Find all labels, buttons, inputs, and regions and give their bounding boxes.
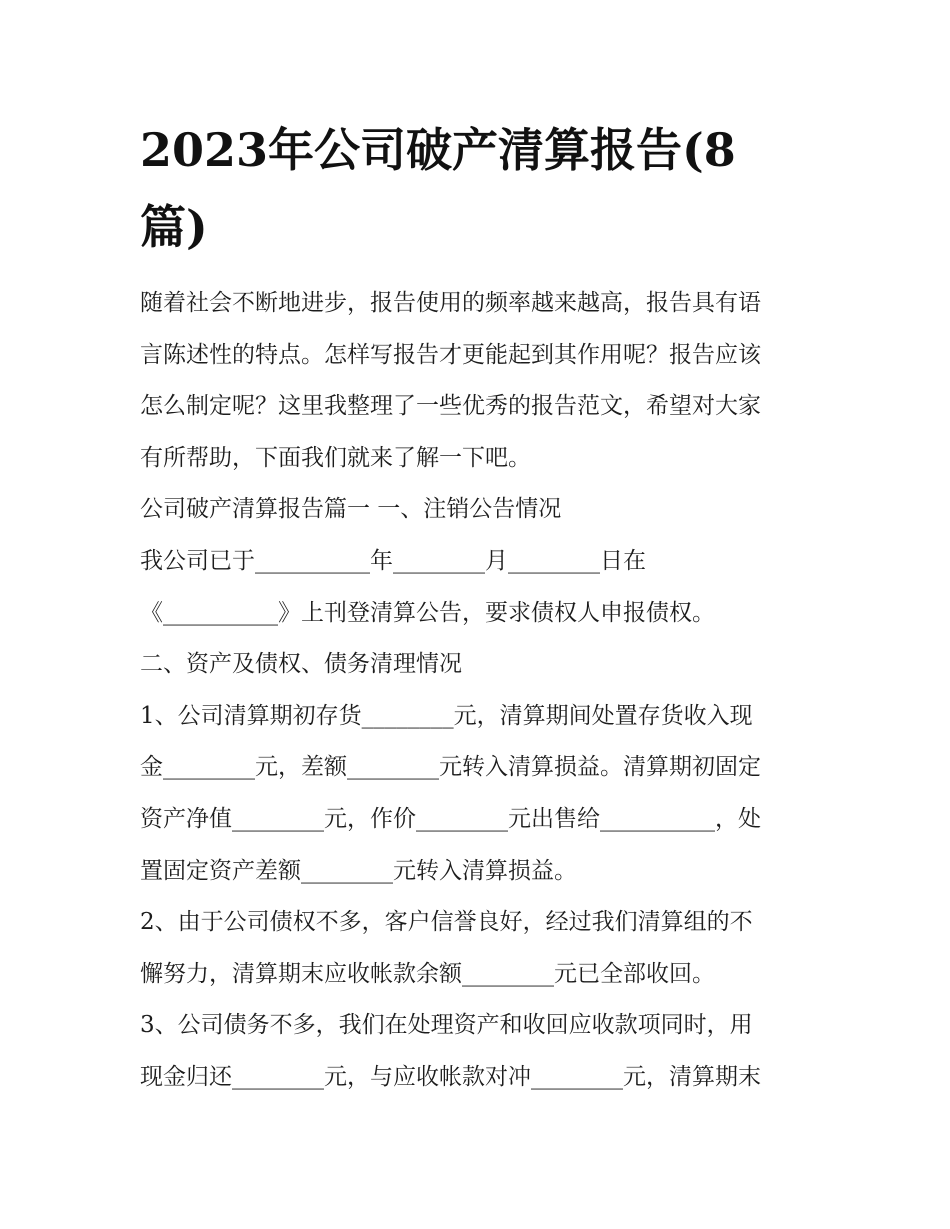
body-line: 金________元，差额________元转入清算损益。清算期初固定 [140,754,761,781]
section-heading: 公司破产清算报告篇一 一、注销公告情况 [140,496,562,523]
body-line: 有所帮助，下面我们就来了解一下吧。 [140,444,531,471]
body-line: 资产净值________元，作价________元出售给__________，处 [140,805,761,832]
document-title [140,112,820,266]
body-line: 现金归还________元，与应收帐款对冲________元，清算期末 [140,1063,761,1090]
body-line: 我公司已于__________年________月________日在 [140,547,646,574]
body-line: 2、由于公司债权不多，客户信誉良好，经过我们清算组的不 [140,909,753,936]
body-line: 怎么制定呢？这里我整理了一些优秀的报告范文，希望对大家 [140,393,761,420]
body-line: 言陈述性的特点。怎样写报告才更能起到其作用呢？报告应该 [140,341,761,368]
document-body [140,281,820,1107]
title-line: 2023年公司破产清算报告(8 [140,123,736,177]
body-line: 随着社会不断地进步，报告使用的频率越来越高，报告具有语 [140,290,761,316]
title-line: 篇) [140,200,208,254]
body-line: 置固定资产差额________元转入清算损益。 [140,857,577,884]
section-heading: 二、资产及债权、债务清理情况 [140,651,462,678]
body-line: 1、公司清算期初存货________元，清算期间处置存货收入现 [140,702,753,729]
body-line: 懈努力，清算期末应收帐款余额________元已全部收回。 [140,960,715,987]
body-line: 3、公司债务不多，我们在处理资产和收回应收款项同时，用 [140,1012,753,1039]
body-line: 《__________》上刊登清算公告，要求债权人申报债权。 [140,599,715,626]
